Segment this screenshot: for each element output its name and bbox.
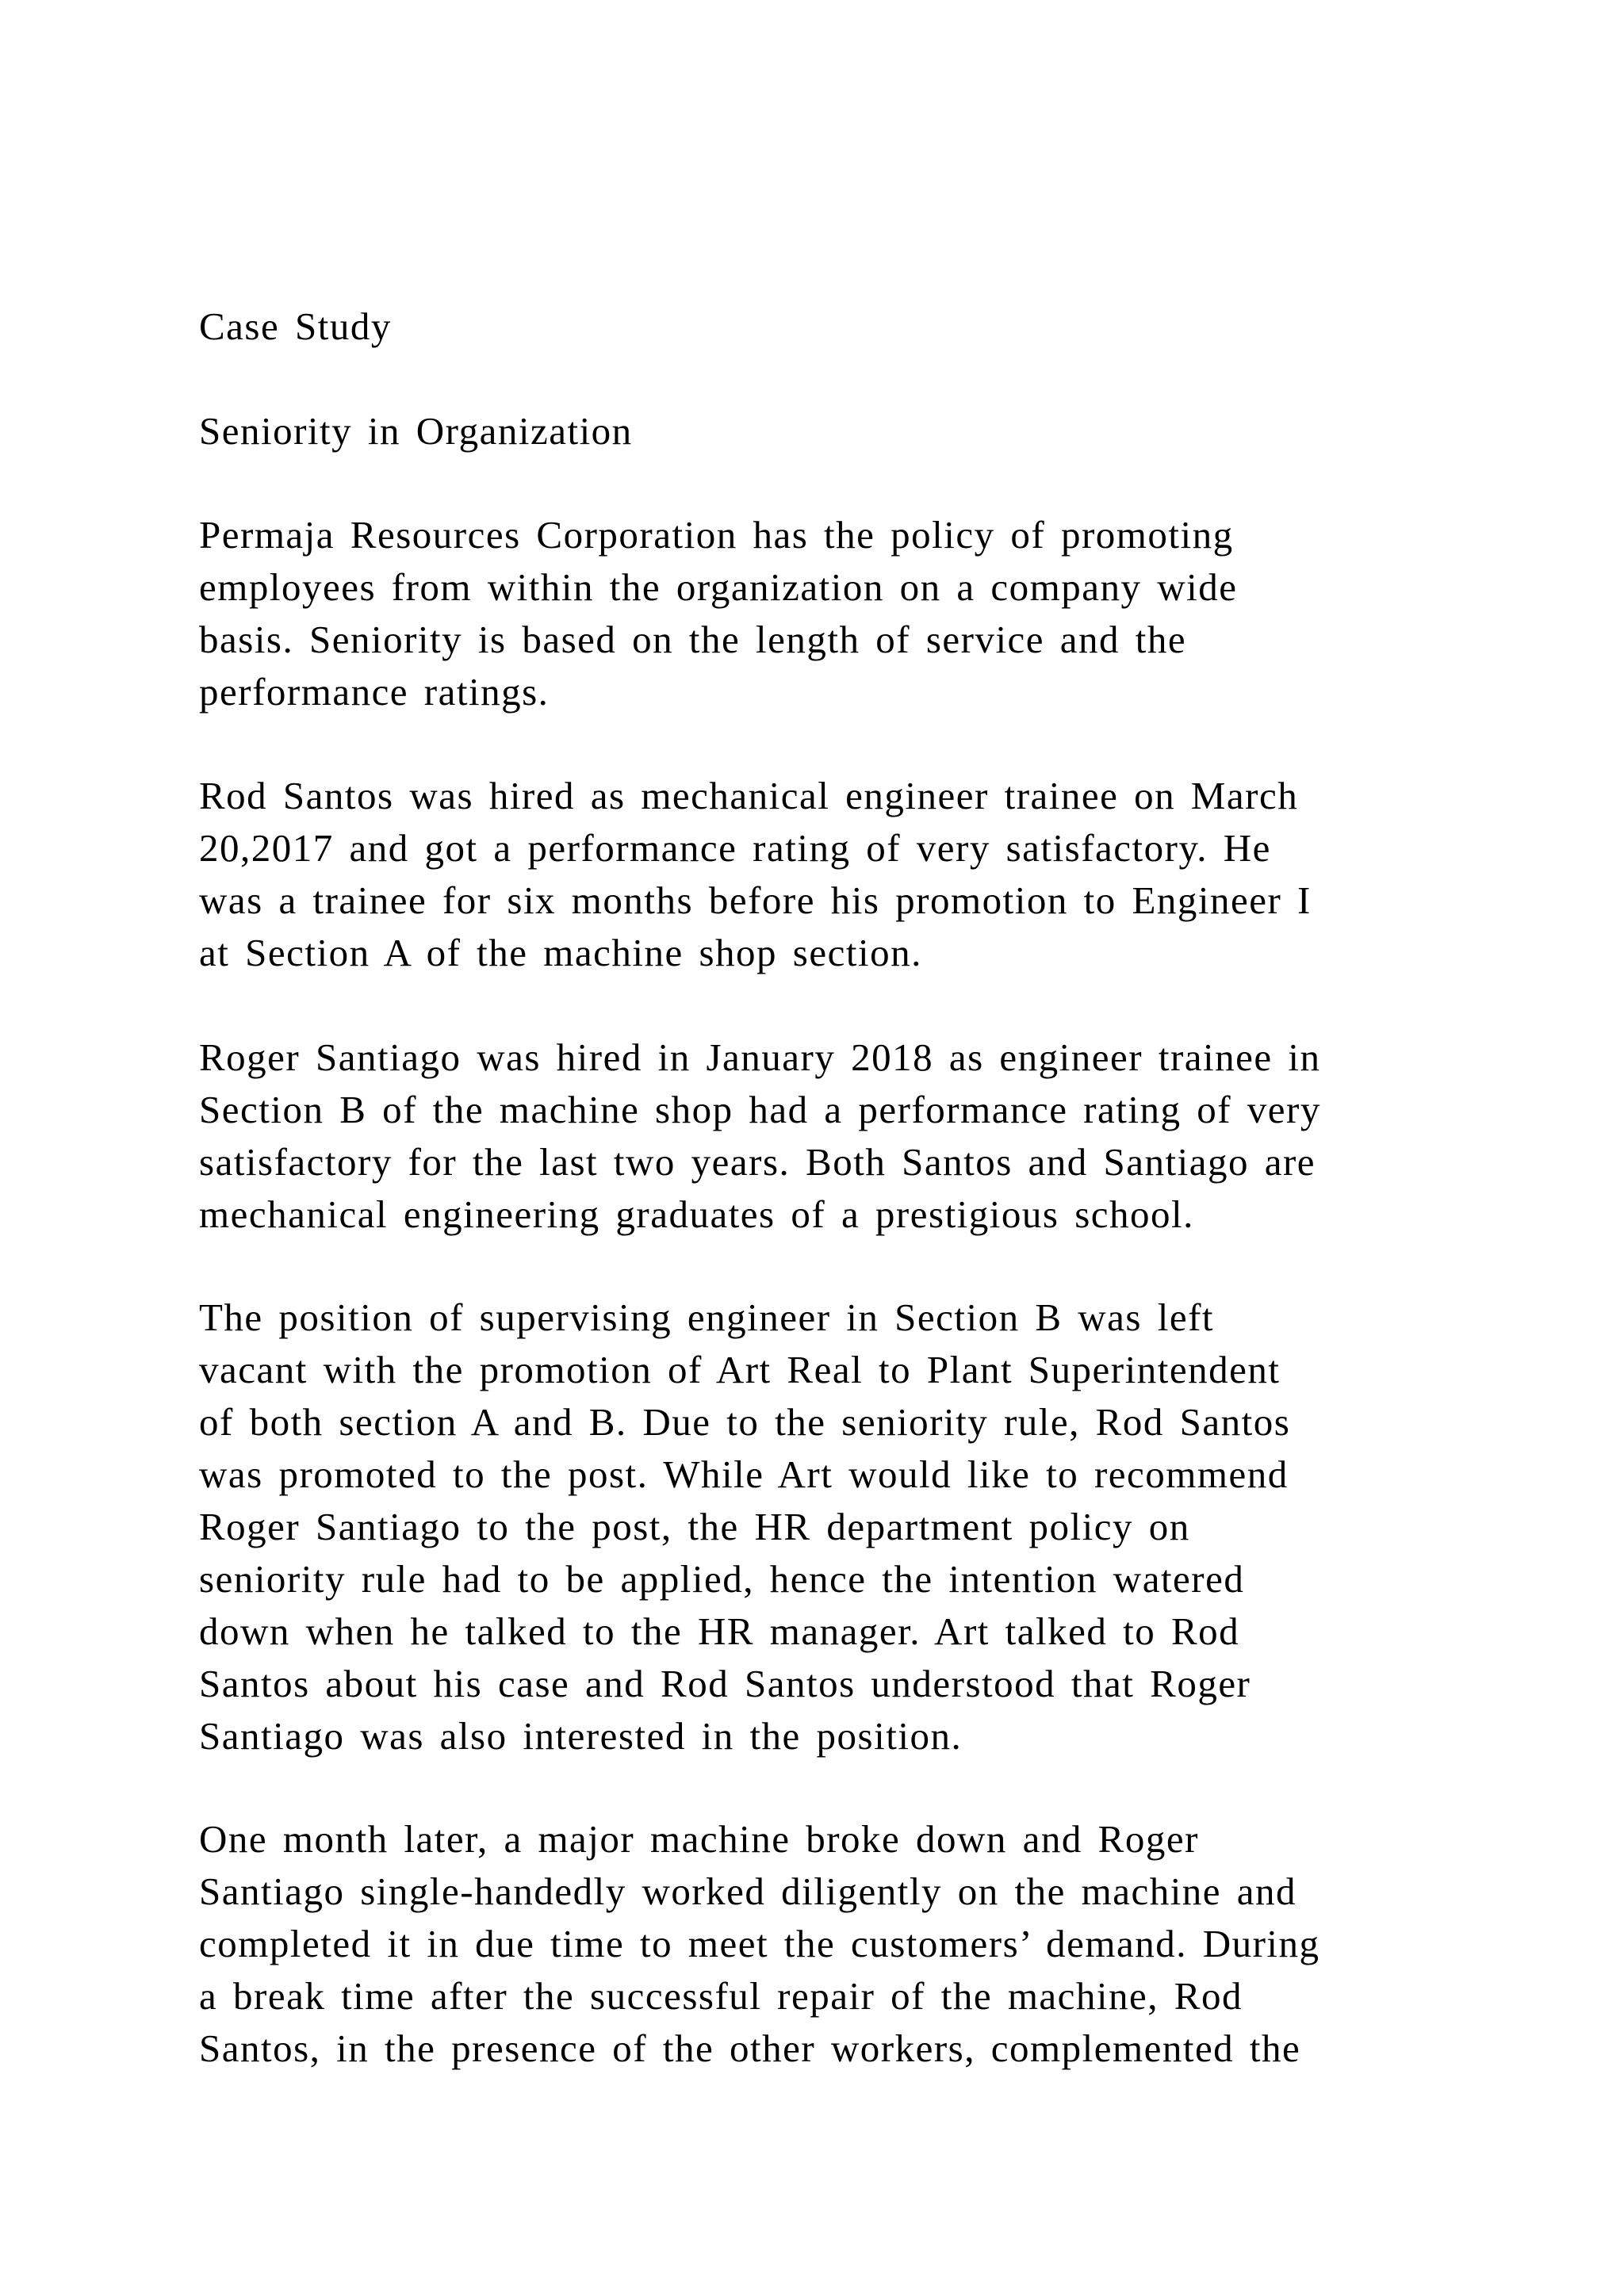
paragraph-line: One month later, a major machine broke down and Roger (199, 1817, 1199, 1861)
paragraph-line: seniority rule had to be applied, hence the intention watered (199, 1557, 1245, 1601)
paragraph-line: Permaja Resources Corporation has the policy of promoting (199, 513, 1234, 557)
paragraph-line: Roger Santiago was hired in January 2018 as engineer trainee in (199, 1035, 1321, 1079)
paragraph-4 (199, 1292, 1468, 1762)
paragraph-line: 20,2017 and got a performance rating of very satisfactory. He (199, 826, 1271, 870)
paragraph-line: was promoted to the post. While Art would like to recommend (199, 1452, 1289, 1496)
paragraph-line: Santos about his case and Rod Santos understood that Roger (199, 1662, 1251, 1705)
paragraph-line: Roger Santiago to the post, the HR department policy on (199, 1505, 1190, 1548)
paragraph-line: Section B of the machine shop had a performance rating of very (199, 1088, 1321, 1131)
paragraph-line: performance ratings. (199, 670, 550, 714)
paragraph-line: Santiago was also interested in the position. (199, 1714, 963, 1758)
paragraph-2 (199, 770, 1468, 979)
paragraph-line: employees from within the organization on a company wide (199, 565, 1238, 609)
paragraph-5 (199, 1813, 1468, 2075)
paragraph-line: of both section A and B. Due to the seniority rule, Rod Santos (199, 1400, 1291, 1444)
subtitle-text: Seniority in Organization (199, 409, 633, 453)
paragraph-3 (199, 1031, 1468, 1241)
paragraph-line: was a trainee for six months before his promotion to Engineer I (199, 878, 1312, 922)
paragraph-line: Santos, in the presence of the other workers, complemented the (199, 2026, 1301, 2070)
paragraph-line: satisfactory for the last two years. Both Santos and Santiago are (199, 1140, 1316, 1184)
title-text: Case Study (199, 304, 392, 348)
paragraph-line: basis. Seniority is based on the length of service and the (199, 618, 1187, 661)
paragraph-line: down when he talked to the HR manager. Art talked to Rod (199, 1609, 1240, 1653)
paragraph-line: completed it in due time to meet the customers’ demand. During (199, 1922, 1320, 1965)
paragraph-line: mechanical engineering graduates of a prestigious school. (199, 1192, 1194, 1236)
paragraph-line: The position of supervising engineer in Section B was left (199, 1295, 1215, 1339)
paragraph-line: a break time after the successful repair of the machine, Rod (199, 1974, 1243, 2018)
paragraph-line: at Section A of the machine shop section. (199, 931, 922, 974)
case-study-subtitle (199, 405, 1468, 457)
paragraph-line: Rod Santos was hired as mechanical engineer trainee on March (199, 774, 1299, 817)
paragraph-line: Santiago single-handedly worked diligently on the machine and (199, 1869, 1297, 1913)
paragraph-1 (199, 509, 1468, 718)
case-study-title (199, 300, 1468, 353)
paragraph-line: vacant with the promotion of Art Real to Plant Superintendent (199, 1348, 1281, 1391)
